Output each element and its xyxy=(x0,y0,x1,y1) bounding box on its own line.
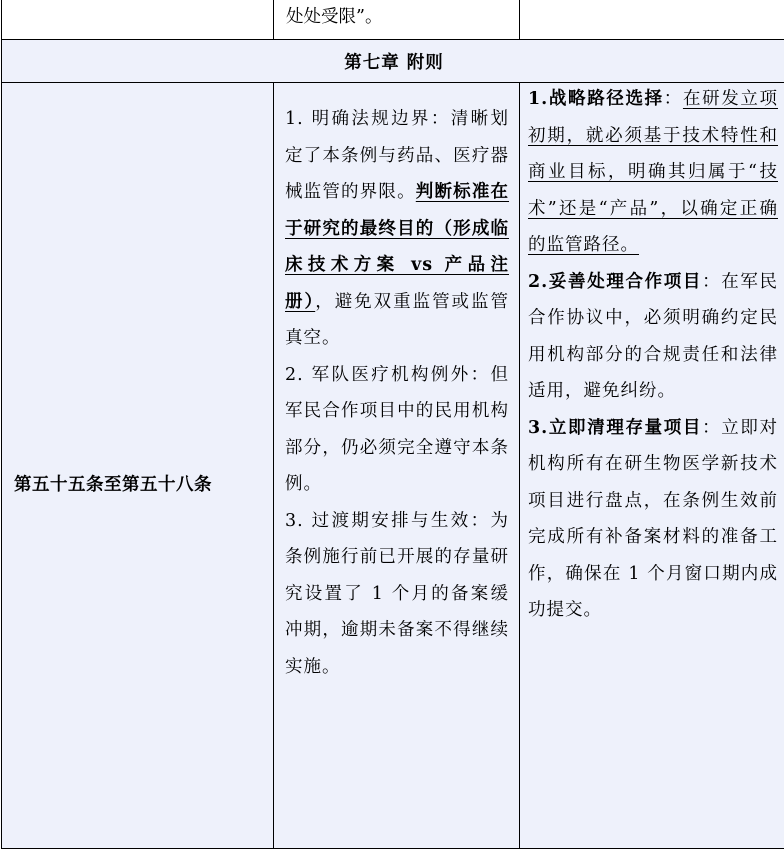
top-cell-1 xyxy=(2,0,274,40)
table-row-chapter xyxy=(2,40,784,83)
regulation-table xyxy=(1,0,784,849)
recommendation-item-1-colon: ： xyxy=(664,89,683,109)
recommendation-item-1 xyxy=(528,81,778,264)
recommendation-cell xyxy=(520,83,784,849)
recommendation-item-2 xyxy=(528,264,778,410)
analysis-cell xyxy=(274,83,520,849)
recommendation-item-1-body: 在研发立项初期，就必须基于技术特性和商业目标，明确其归属于“技术”还是“产品”，以确定正确的监管路径。 xyxy=(528,89,778,255)
recommendation-item-1-title: 1.战略路径选择 xyxy=(528,89,664,109)
recommendation-item-3-body: ：立即对机构所有在研生物医学新技术项目进行盘点，在条例生效前完成所有补备案材料的准备工作，确保在 1 个月窗口期内成功提交。 xyxy=(528,418,778,621)
recommendation-item-2-title: 2.妥善处理合作项目 xyxy=(528,272,702,292)
analysis-item-2: 2. 军队医疗机构例外：但军民合作项目中的民用机构部分，仍必须完全遵守本条例。 xyxy=(285,357,509,503)
top-cell-3 xyxy=(520,0,784,40)
table-row-main xyxy=(2,83,784,849)
recommendation-item-3 xyxy=(528,410,778,629)
article-label: 第五十五条至第五十八条 xyxy=(14,475,212,495)
recommendation-item-2-body: ：在军民合作协议中，必须明确约定民用机构部分的合规责任和法律适用，避免纠纷。 xyxy=(528,272,778,402)
chapter-heading: 第七章 附则 xyxy=(2,40,784,83)
analysis-item-1-text: 1. 明确法规边界：清晰划定了本条例与药品、医疗器械监管的界限。 xyxy=(285,109,509,202)
top-cell-2 xyxy=(274,0,520,40)
analysis-item-1-emphasis: 判断标准在于研究的最终目的（形成临床技术方案 vs 产品注册） xyxy=(285,182,509,312)
recommendation-text xyxy=(520,81,784,629)
analysis-item-1 xyxy=(285,101,509,357)
table-row-top xyxy=(2,0,784,40)
top-cell-text: 处处受限”。 xyxy=(274,0,519,31)
recommendation-item-3-title: 3.立即清理存量项目 xyxy=(528,418,702,438)
analysis-item-3: 3. 过渡期安排与生效：为条例施行前已开展的存量研究设置了 1 个月的备案缓冲期，逾期未备案不得继续实施。 xyxy=(285,503,509,686)
analysis-text xyxy=(274,83,519,685)
analysis-item-1-tail: ，避免双重监管或监管真空。 xyxy=(285,292,509,349)
article-cell xyxy=(2,83,274,849)
